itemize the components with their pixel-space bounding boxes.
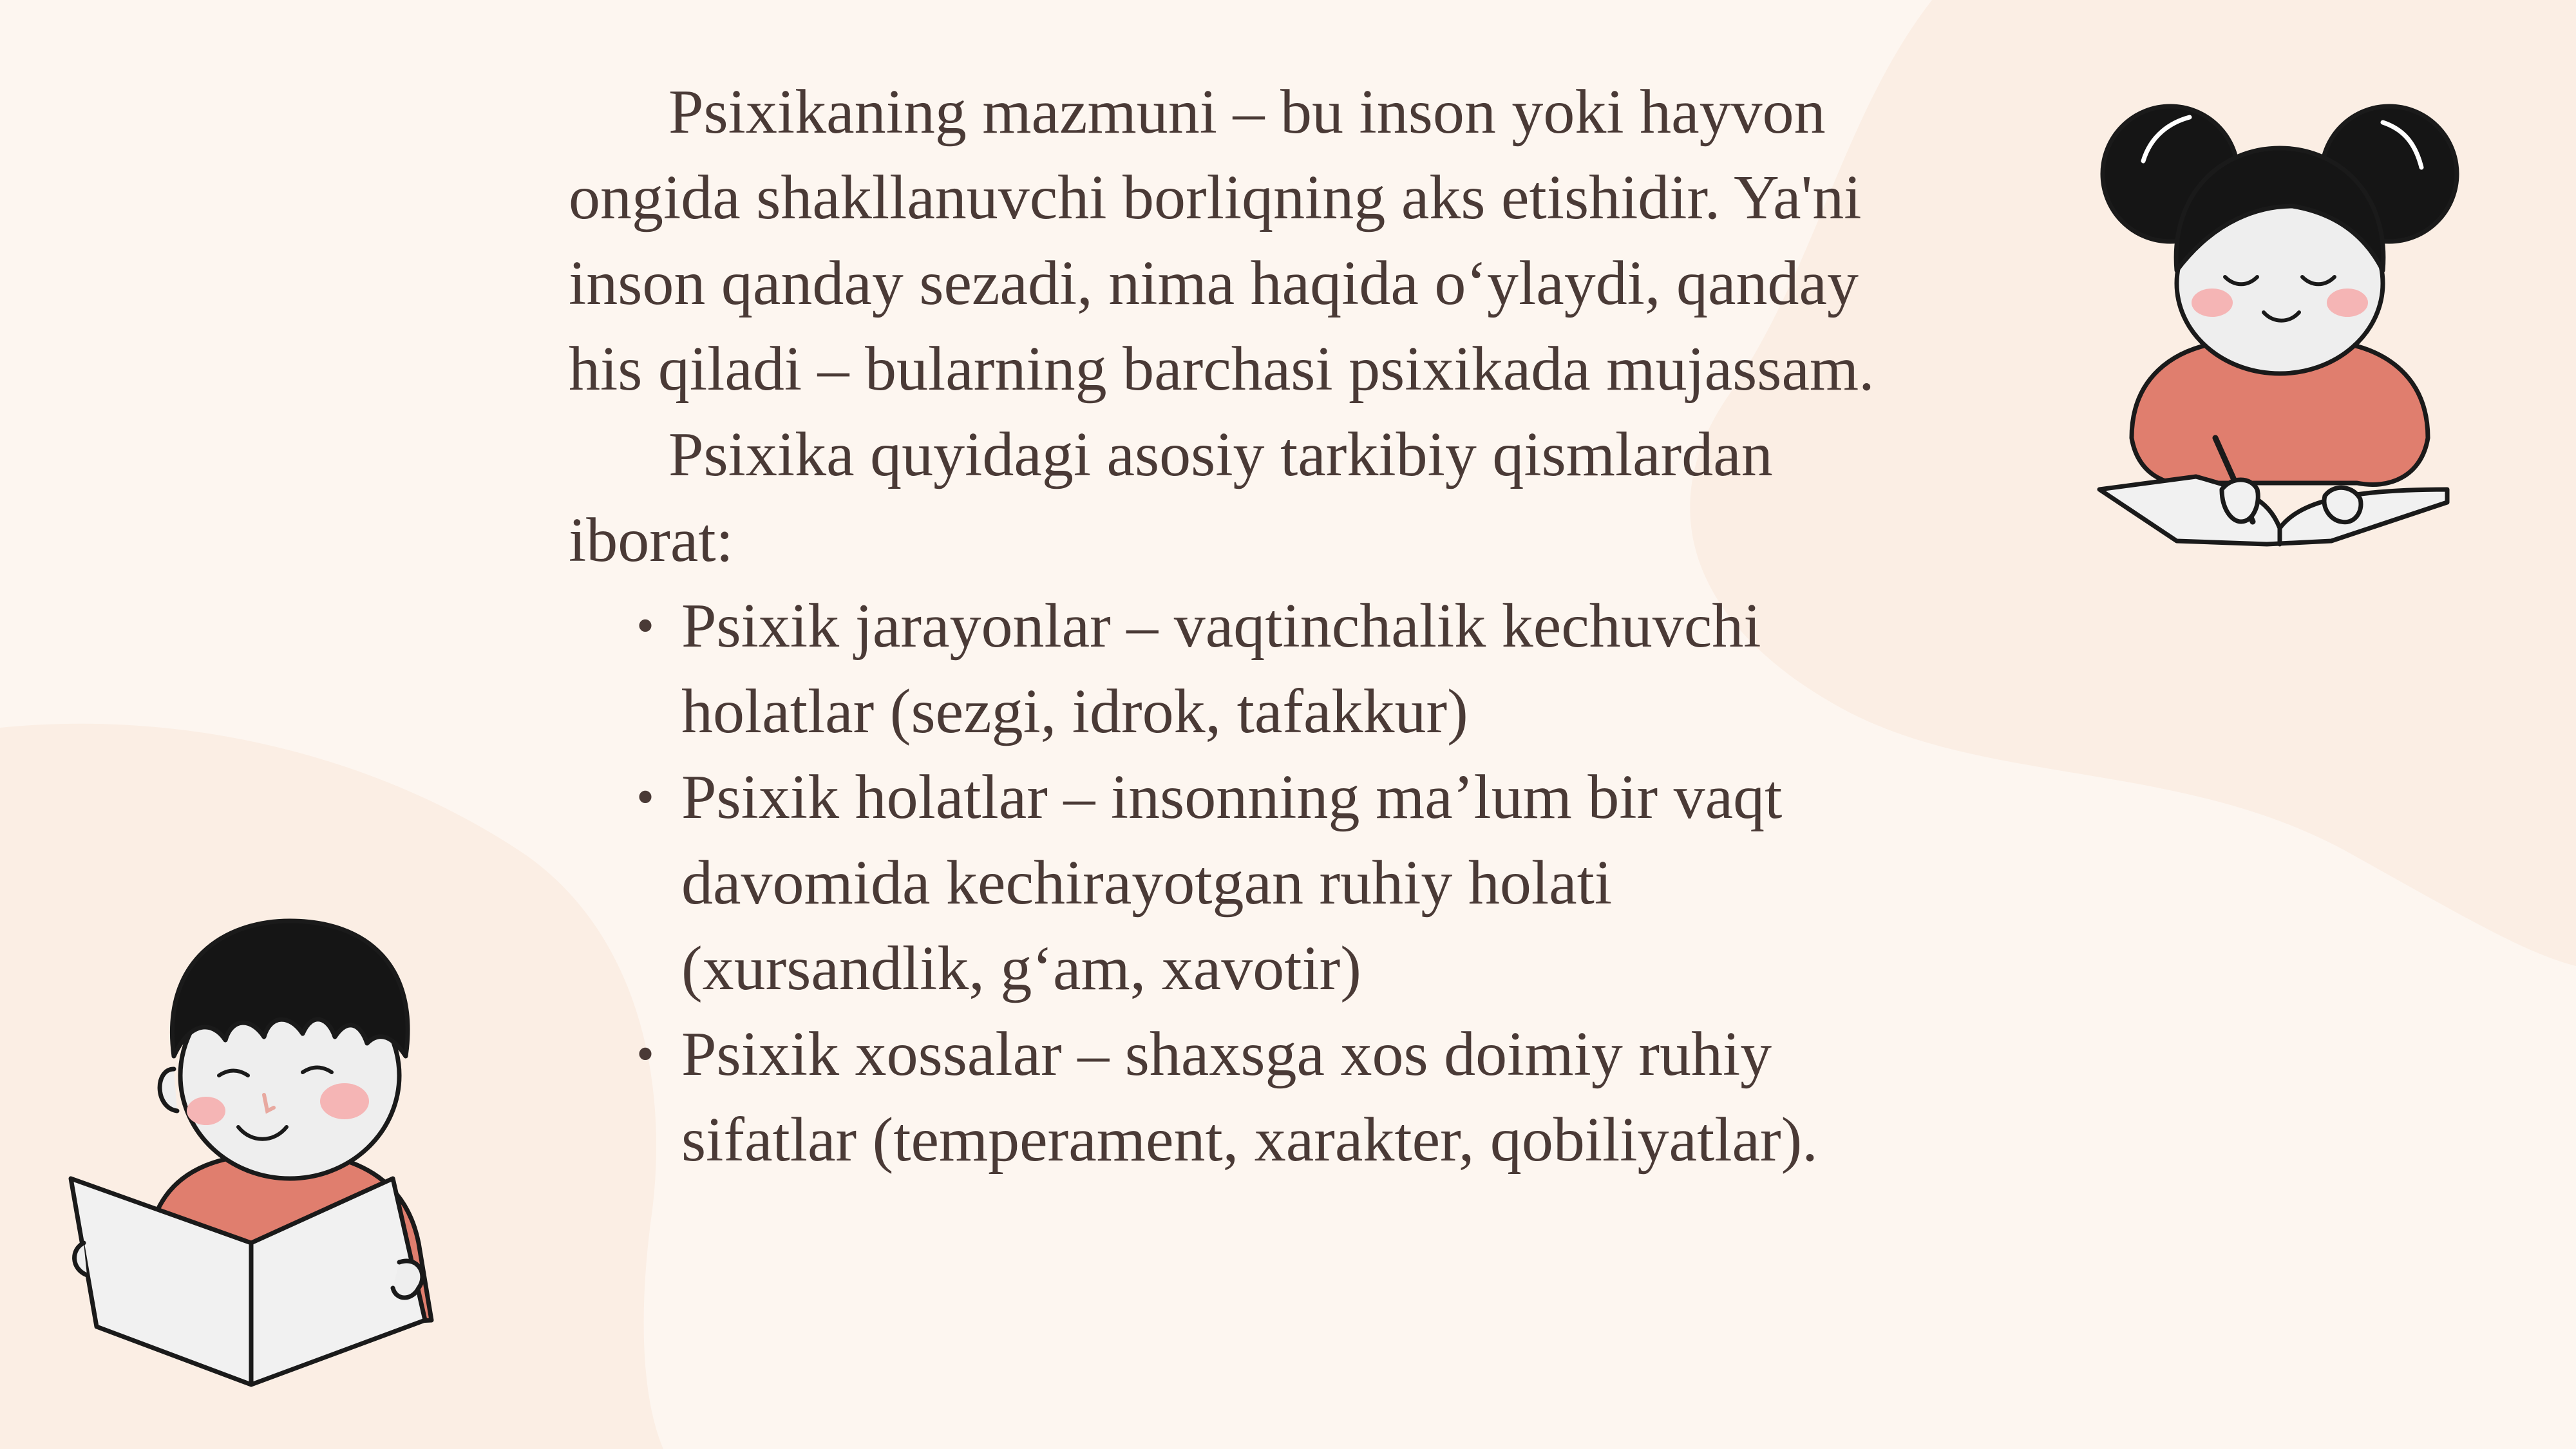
slide-text [569,70,1908,1183]
boy-reading-illustration [58,882,496,1397]
paragraph-definition: Psixikaning mazmuni – bu inson yoki hayvon ongida shakllanuvchi borliqning aks etishidir. Ya'ni inson qanday sezadi, nima haqida o‘ylaydi, qanday his qiladi – bularning barchasi psixikada mujassam. [569,77,1875,404]
list-item: • Psixik jarayonlar – vaqtinchalik kechuvchi holatlar (sezgi, idrok, tafakkur) [681,583,1908,755]
list-item: • Psixik xossalar – shaxsga xos doimiy ruhiy sifatlar (temperament, xarakter, qobiliyatlar). [681,1012,1908,1183]
list-item: • Psixik holatlar – insonning ma’lum bir vaqt davomida kechirayotgan ruhiy holati (xursandlik, g‘am, xavotir) [681,755,1908,1012]
girl-writing-illustration [2087,77,2473,567]
paragraph-components-intro: Psixika quyidagi asosiy tarkibiy qismlardan iborat: [569,420,1773,575]
components-list [569,583,1908,1183]
